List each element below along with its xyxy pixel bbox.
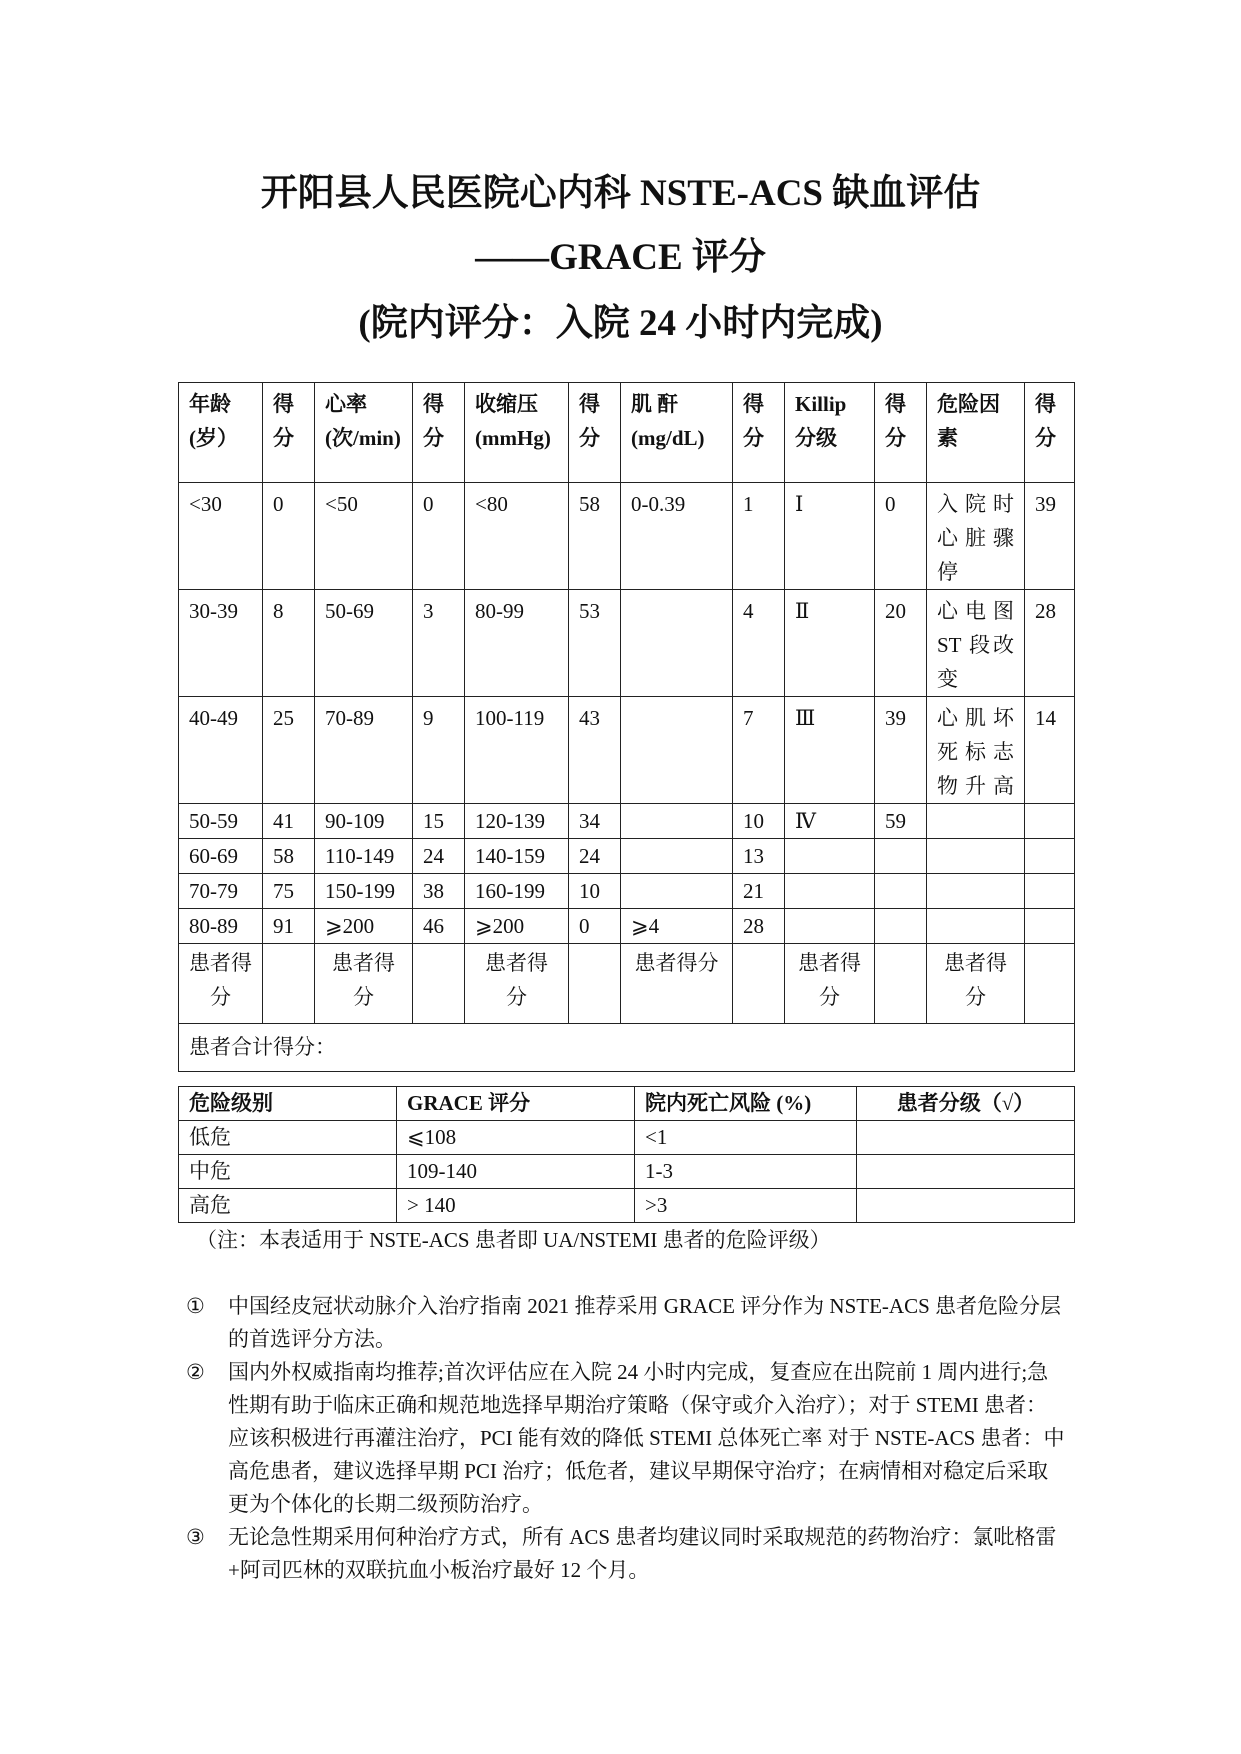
table-cell <box>413 590 465 697</box>
cell-text: 得分 <box>579 392 600 450</box>
table-cell <box>263 839 315 874</box>
cell-text: 心电图 ST 段改变 <box>937 599 1014 691</box>
cell-text: 心肌坏死标志物升高 <box>937 706 1014 798</box>
cell-text: 24 <box>579 844 600 868</box>
cell-text: 4 <box>743 599 754 623</box>
cell-text: 46 <box>423 914 444 938</box>
cell-text <box>621 590 732 594</box>
table-cell <box>875 697 927 804</box>
cell-text: 70-79 <box>189 879 238 903</box>
cell-text: <1 <box>645 1125 668 1149</box>
cell-text: <30 <box>189 492 222 516</box>
cell-text: 患者得分 <box>634 951 719 975</box>
table-cell <box>785 909 875 944</box>
cell-text: 0 <box>423 492 434 516</box>
table-cell <box>315 874 413 909</box>
cell-text: <50 <box>325 492 358 516</box>
table-row <box>179 804 1075 839</box>
guideline-notes-list <box>186 1290 1066 1587</box>
table-cell <box>733 383 785 483</box>
table-cell <box>397 1155 635 1189</box>
cell-text: 59 <box>885 809 906 833</box>
table-cell <box>927 804 1025 839</box>
cell-text: 150-199 <box>325 879 395 903</box>
table-cell <box>179 383 263 483</box>
cell-text: 得分 <box>743 392 764 450</box>
table-cell <box>263 874 315 909</box>
table-cell <box>413 874 465 909</box>
table-cell <box>857 1155 1075 1189</box>
table-cell <box>1025 874 1075 909</box>
table-row <box>179 874 1075 909</box>
table-cell <box>875 874 927 909</box>
cell-text: 40-49 <box>189 706 238 730</box>
cell-text: 入院时心脏骤停 <box>937 492 1014 584</box>
cell-text: 低危 <box>189 1125 231 1149</box>
table-cell <box>785 839 875 874</box>
table-cell <box>315 590 413 697</box>
table-cell <box>179 1121 397 1155</box>
table-cell <box>569 383 621 483</box>
table-cell <box>263 944 315 1024</box>
table-cell <box>1025 804 1075 839</box>
table-cell <box>179 483 263 590</box>
table-cell <box>785 483 875 590</box>
cell-text: 1-3 <box>645 1159 673 1183</box>
table-cell <box>1025 839 1075 874</box>
cell-text: 9 <box>423 706 434 730</box>
cell-text <box>1025 944 1074 946</box>
table-cell <box>927 697 1025 804</box>
cell-text: 危险级别 <box>189 1091 273 1115</box>
document-subtitle: ——GRACE 评分 <box>475 237 766 278</box>
table-row <box>179 909 1075 944</box>
cell-text: 28 <box>743 914 764 938</box>
cell-text: 患者得分 <box>332 951 395 1009</box>
table-cell <box>927 383 1025 483</box>
table-cell <box>621 804 733 839</box>
table-cell <box>315 944 413 1024</box>
cell-text: 60-69 <box>189 844 238 868</box>
table-cell <box>413 697 465 804</box>
table-cell <box>927 909 1025 944</box>
table-row <box>179 483 1075 590</box>
cell-text: 80-89 <box>189 914 238 938</box>
patient-score-row <box>179 944 1075 1024</box>
table-row <box>179 1155 1075 1189</box>
table-cell <box>621 697 733 804</box>
table-cell <box>875 804 927 839</box>
cell-text: 109-140 <box>407 1159 477 1183</box>
table-cell <box>785 944 875 1024</box>
table-cell <box>927 874 1025 909</box>
table-cell <box>569 874 621 909</box>
cell-text: 患者分级（√） <box>896 1091 1035 1115</box>
table-cell <box>635 1155 857 1189</box>
table-cell <box>263 909 315 944</box>
cell-text: 肌 酐 (mg/dL) <box>631 392 705 450</box>
cell-text: ⩾200 <box>325 914 375 938</box>
table-cell <box>635 1087 857 1121</box>
table-row <box>179 590 1075 697</box>
cell-text: 39 <box>885 706 906 730</box>
table-cell <box>315 839 413 874</box>
table-cell <box>465 944 569 1024</box>
table-cell <box>315 804 413 839</box>
table-cell <box>465 483 569 590</box>
table-cell <box>179 804 263 839</box>
cell-text: 160-199 <box>475 879 545 903</box>
table-cell <box>785 874 875 909</box>
table-cell <box>1025 590 1075 697</box>
risk-level-table <box>178 1086 1075 1223</box>
cell-text: Ⅰ <box>795 492 804 516</box>
table-cell <box>465 697 569 804</box>
table-cell <box>413 909 465 944</box>
table-cell <box>621 483 733 590</box>
cell-text <box>621 697 732 701</box>
cell-text: 得分 <box>423 392 444 450</box>
cell-text: > 140 <box>407 1193 456 1217</box>
table-cell <box>465 874 569 909</box>
cell-text: 53 <box>579 599 600 623</box>
cell-text: 14 <box>1035 706 1056 730</box>
table-cell <box>621 944 733 1024</box>
cell-text: 患者得分 <box>798 951 861 1009</box>
table-cell <box>413 839 465 874</box>
cell-text <box>733 944 784 946</box>
cell-text: 7 <box>743 706 754 730</box>
table-cell <box>635 1121 857 1155</box>
table-cell <box>927 944 1025 1024</box>
table-cell <box>315 383 413 483</box>
table-cell <box>785 697 875 804</box>
cell-text: Ⅱ <box>795 599 810 623</box>
cell-text: 28 <box>1035 599 1056 623</box>
cell-text: 中危 <box>189 1159 231 1183</box>
table-cell <box>263 697 315 804</box>
table-cell <box>927 590 1025 697</box>
table-cell <box>315 909 413 944</box>
table-cell <box>179 874 263 909</box>
table-cell <box>397 1087 635 1121</box>
table-cell <box>621 839 733 874</box>
table-cell <box>569 590 621 697</box>
cell-text <box>569 944 620 946</box>
cell-text: 91 <box>273 914 294 938</box>
cell-text: 90-109 <box>325 809 385 833</box>
table-cell <box>179 944 263 1024</box>
cell-text: 0 <box>579 914 590 938</box>
table-cell <box>263 590 315 697</box>
table-cell <box>733 590 785 697</box>
cell-text: 50-59 <box>189 809 238 833</box>
cell-text: 15 <box>423 809 444 833</box>
cell-text: 0-0.39 <box>631 492 686 516</box>
table-header-row <box>179 383 1075 483</box>
cell-text: 年龄 (岁） <box>189 392 238 450</box>
table-cell <box>733 804 785 839</box>
table-cell <box>465 909 569 944</box>
table-row <box>179 1189 1075 1223</box>
document-title: 开阳县人民医院心内科 NSTE-ACS 缺血评估 <box>260 173 981 214</box>
table-cell <box>875 839 927 874</box>
cell-text <box>875 944 926 946</box>
cell-text: 50-69 <box>325 599 374 623</box>
table-cell <box>857 1121 1075 1155</box>
table-cell <box>1025 697 1075 804</box>
table-cell <box>1025 483 1075 590</box>
cell-text: 0 <box>885 492 896 516</box>
cell-text: 高危 <box>189 1193 231 1217</box>
table-cell <box>413 804 465 839</box>
cell-text: 得分 <box>273 392 294 450</box>
table-row <box>179 697 1075 804</box>
table-cell <box>733 944 785 1024</box>
list-item-number: ① <box>186 1294 205 1318</box>
cell-text: 患者合计得分： <box>189 1035 336 1059</box>
table-note: （注：本表适用于 NSTE-ACS 患者即 UA/NSTEMI 患者的危险评级） <box>196 1228 831 1252</box>
cell-text: 心率 (次/min) <box>325 392 401 450</box>
cell-text: 140-159 <box>475 844 545 868</box>
cell-text: 0 <box>273 492 284 516</box>
list-item-number: ③ <box>186 1525 205 1549</box>
table-cell <box>785 383 875 483</box>
table-cell <box>785 590 875 697</box>
cell-text: Ⅲ <box>795 706 816 730</box>
cell-text: ⩾4 <box>631 914 660 938</box>
table-cell <box>569 483 621 590</box>
table-cell <box>179 697 263 804</box>
table-cell <box>413 383 465 483</box>
cell-text: 得分 <box>1035 392 1056 450</box>
cell-text: 患者得分 <box>189 951 252 1009</box>
table-cell <box>1025 944 1075 1024</box>
cell-text: 25 <box>273 706 294 730</box>
cell-text: 43 <box>579 706 600 730</box>
cell-text: 3 <box>423 599 434 623</box>
cell-text: Killip 分级 <box>795 392 847 450</box>
table-cell <box>263 483 315 590</box>
table-row <box>179 839 1075 874</box>
table-cell <box>875 909 927 944</box>
table-cell <box>569 697 621 804</box>
table-cell <box>875 383 927 483</box>
cell-text: <80 <box>475 492 508 516</box>
table-cell <box>465 590 569 697</box>
table-cell <box>179 1155 397 1189</box>
table-cell <box>733 874 785 909</box>
cell-text: ⩽108 <box>407 1125 457 1149</box>
cell-text: 34 <box>579 809 600 833</box>
table-cell <box>785 804 875 839</box>
cell-text: 患者得分 <box>944 951 1007 1009</box>
table-cell <box>465 804 569 839</box>
cell-text: ⩾200 <box>475 914 525 938</box>
list-item-text: 无论急性期采用何种治疗方式，所有 ACS 患者均建议同时采取规范的药物治疗：氯吡格雷+阿司匹林的双联抗血小板治疗最好 12 个月。 <box>228 1525 1057 1582</box>
table-cell <box>621 874 733 909</box>
cell-text: 70-89 <box>325 706 374 730</box>
table-cell <box>733 839 785 874</box>
cell-text: Ⅳ <box>795 809 816 833</box>
cell-text: 120-139 <box>475 809 545 833</box>
table-cell <box>179 909 263 944</box>
cell-text: 30-39 <box>189 599 238 623</box>
cell-text: 39 <box>1035 492 1056 516</box>
table-cell <box>413 483 465 590</box>
table-row <box>179 1121 1075 1155</box>
table-cell <box>179 1189 397 1223</box>
cell-text: 8 <box>273 599 284 623</box>
list-item-number: ② <box>186 1360 205 1384</box>
table-cell <box>857 1189 1075 1223</box>
table-cell <box>875 483 927 590</box>
cell-text: 收缩压 (mmHg) <box>475 392 551 450</box>
table-cell <box>621 590 733 697</box>
table-cell <box>413 944 465 1024</box>
table-cell <box>179 1087 397 1121</box>
table-cell <box>569 909 621 944</box>
table-cell <box>875 944 927 1024</box>
list-item <box>186 1290 1066 1356</box>
cell-text: 38 <box>423 879 444 903</box>
cell-text: 58 <box>273 844 294 868</box>
cell-text: 80-99 <box>475 599 524 623</box>
table-cell <box>621 909 733 944</box>
cell-text: >3 <box>645 1193 668 1217</box>
table-cell <box>569 944 621 1024</box>
list-item-text: 国内外权威指南均推荐;首次评估应在入院 24 小时内完成，复查应在出院前 1 周内进行;急性期有助于临床正确和规范地选择早期治疗策略（保守或介入治疗）；对于 STEMI 患者：应该积极进行再灌注治疗，PCI 能有效的降低 STEMI 总体死亡率 对于 NSTE-ACS 患者：中高危患者，建议选择早期 PCI 治疗；低危者，建议早期保守治疗；在病情相对稳定后采取更为个体化的长期二级预防治疗。 <box>228 1360 1065 1516</box>
cell-text: 58 <box>579 492 600 516</box>
cell-text: 得分 <box>885 392 906 450</box>
table-cell <box>397 1121 635 1155</box>
document-subtitle-note: (院内评分：入院 24 小时内完成) <box>358 303 883 344</box>
list-item <box>186 1356 1066 1521</box>
table-header-row <box>179 1087 1075 1121</box>
table-cell <box>733 697 785 804</box>
list-item-text: 中国经皮冠状动脉介入治疗指南 2021 推荐采用 GRACE 评分作为 NSTE-ACS 患者危险分层的首选评分方法。 <box>228 1294 1062 1351</box>
cell-text: 41 <box>273 809 294 833</box>
table-cell <box>1025 909 1075 944</box>
cell-text: 24 <box>423 844 444 868</box>
table-cell <box>315 697 413 804</box>
table-cell <box>635 1189 857 1223</box>
cell-text: 10 <box>743 809 764 833</box>
list-item <box>186 1521 1066 1587</box>
table-cell <box>465 839 569 874</box>
cell-text: 100-119 <box>475 706 545 730</box>
cell-text: 21 <box>743 879 764 903</box>
cell-text: GRACE 评分 <box>407 1091 531 1115</box>
table-cell <box>263 383 315 483</box>
table-cell <box>263 804 315 839</box>
cell-text <box>413 944 464 946</box>
table-cell <box>927 839 1025 874</box>
table-cell <box>733 909 785 944</box>
table-cell <box>857 1087 1075 1121</box>
cell-text: 患者得分 <box>485 951 548 1009</box>
cell-text <box>263 944 314 946</box>
table-cell <box>621 383 733 483</box>
cell-text: 110-149 <box>325 844 395 868</box>
cell-text: 院内死亡风险 (%) <box>645 1091 812 1115</box>
cell-text: 75 <box>273 879 294 903</box>
table-cell <box>733 483 785 590</box>
cell-text: 危险因素 <box>937 392 1000 450</box>
table-cell <box>569 804 621 839</box>
table-cell <box>179 839 263 874</box>
cell-text: 10 <box>579 879 600 903</box>
total-score-row <box>179 1024 1075 1072</box>
table-cell <box>927 483 1025 590</box>
table-cell <box>569 839 621 874</box>
table-cell <box>465 383 569 483</box>
cell-text: 1 <box>743 492 754 516</box>
cell-text: 13 <box>743 844 764 868</box>
table-cell <box>1025 383 1075 483</box>
table-cell <box>875 590 927 697</box>
grace-score-table <box>178 382 1075 1072</box>
table-cell <box>315 483 413 590</box>
table-cell <box>397 1189 635 1223</box>
table-cell <box>179 590 263 697</box>
table-cell <box>179 1024 1075 1072</box>
cell-text: 20 <box>885 599 906 623</box>
